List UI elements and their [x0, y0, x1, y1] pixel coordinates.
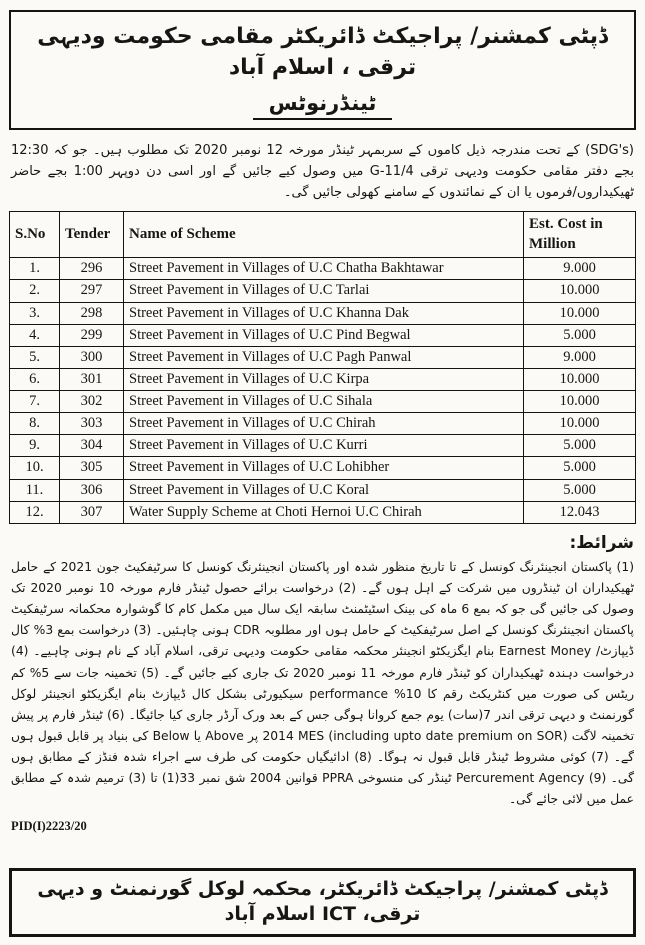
- conditions-text: [11, 557, 634, 811]
- intro-paragraph: (SDG's) کے تحت مندرجہ ذیل کاموں کے سربمہر ٹینڈر مورخہ 12 نومبر 2020 تک مطلوب ہیں۔ جو کہ 12:30 بجے دفتر مقامی حکومت ودیہی ترقی G-11/4 میں وصول کیے جائیں گے اور اسی دن دوپہر 1:00 بجے حاضر ٹھیکیداروں/فرموں یا ان کے نمائندوں کے سامنے کھولی جائیں گی۔: [11, 142, 634, 200]
- cell-tender: 301: [60, 368, 124, 390]
- cell-sno: 4.: [10, 324, 60, 346]
- footer-signature: ڈپٹی کمشنر/ پراجیکٹ ڈائریکٹر، محکمہ لوکل گورنمنٹ و دیہی ترقی، ICT اسلام آباد: [9, 868, 636, 937]
- cell-cost: 9.000: [524, 346, 636, 368]
- condition-item: (9) Percurement Agency ٹینڈر کی منسوخی PPRA قوانین 2004 شق نمبر 33(1) تا (3) ترمیم شدہ کے مطابق عمل میں لائی جائے گی۔: [11, 771, 634, 807]
- cell-tender: 299: [60, 324, 124, 346]
- table-row: [10, 391, 636, 413]
- table-row: [10, 435, 636, 457]
- condition-item: (4) درخواست دہندہ ٹھیکیداران کو ٹینڈر فارم مورخہ 11 نومبر 2020 تک جاری کیے جائیں گے۔: [11, 644, 634, 680]
- pid-number: PID(I)2223/20: [11, 818, 87, 833]
- col-header-sno: S.No: [10, 211, 60, 258]
- table-row: [10, 479, 636, 501]
- cell-tender: 306: [60, 479, 124, 501]
- cell-tender: 305: [60, 457, 124, 479]
- cell-cost: 10.000: [524, 368, 636, 390]
- table-row: [10, 280, 636, 302]
- cell-sno: 9.: [10, 435, 60, 457]
- condition-item: (6) ٹینڈر فارم پر پیش تخمینہ لاگت (including upto date premium on SOR) 2014 MES پر Above یا Below کی بنیاد پر قابل قبول ہوں گے۔: [11, 707, 634, 765]
- cell-tender: 302: [60, 391, 124, 413]
- condition-item: (3) درخواست بمع 3% کال ڈیپازٹ/ Earnest Money بنام ایگزیکٹو انجینئر محکمہ مقامی حکومت ودیہی ترقی، اسلام آباد کے نام ہونی چاہیے۔: [11, 623, 634, 659]
- condition-item: (1) پاکستان انجینئرنگ کونسل کے تا تاریخ منظور شدہ اور پاکستان انجینئرنگ کونسل کا سرٹیفکیٹ جون 2021 کے حامل ٹھیکیداران ان ٹینڈروں میں شرکت کے اہل ہوں گے۔: [11, 559, 634, 595]
- cell-scheme: Street Pavement in Villages of U.C Pind Begwal: [124, 324, 524, 346]
- table-row: [10, 368, 636, 390]
- cell-scheme: Street Pavement in Villages of U.C Chirah: [124, 413, 524, 435]
- notice-title-row: [19, 91, 626, 120]
- cell-sno: 12.: [10, 501, 60, 523]
- cell-scheme: Street Pavement in Villages of U.C Tarlai: [124, 280, 524, 302]
- table-row: [10, 324, 636, 346]
- cell-sno: 11.: [10, 479, 60, 501]
- table-row: [10, 302, 636, 324]
- condition-item: (2) درخواست برائے حصول ٹینڈر فارم مورخہ 10 نومبر 2020 تک وصول کی جائیں گی جو کہ بمع 6 ماہ کی بینک اسٹیٹمنٹ سابقہ ایک سال میں مکمل کام کا گوشوارہ محکمانہ سرٹیفکیٹ پاکستان انجینئرنگ کونسل کے اصل سرٹیفکیٹ کے حامل ہوں اور مطلوبہ CDR ہونی چاہئیں۔: [11, 580, 635, 638]
- table-header-row: [10, 211, 636, 258]
- col-header-cost: Est. Cost in Million: [524, 211, 636, 258]
- cell-cost: 5.000: [524, 435, 636, 457]
- cell-sno: 6.: [10, 368, 60, 390]
- table-row: [10, 413, 636, 435]
- cell-tender: 307: [60, 501, 124, 523]
- cell-scheme: Street Pavement in Villages of U.C Chatha Bakhtawar: [124, 258, 524, 280]
- notice-title: ٹینڈرنوٹس: [253, 91, 393, 120]
- cell-scheme: Street Pavement in Villages of U.C Kurri: [124, 435, 524, 457]
- cell-tender: 303: [60, 413, 124, 435]
- cell-tender: 297: [60, 280, 124, 302]
- cell-tender: 300: [60, 346, 124, 368]
- cell-cost: 12.043: [524, 501, 636, 523]
- table-row: [10, 501, 636, 523]
- cell-scheme: Street Pavement in Villages of U.C Koral: [124, 479, 524, 501]
- cell-cost: 10.000: [524, 391, 636, 413]
- cell-tender: 304: [60, 435, 124, 457]
- cell-sno: 7.: [10, 391, 60, 413]
- col-header-tender: Tender: [60, 211, 124, 258]
- cell-sno: 1.: [10, 258, 60, 280]
- cell-scheme: Street Pavement in Villages of U.C Sihala: [124, 391, 524, 413]
- conditions-heading: شرائط:: [569, 532, 634, 553]
- cell-cost: 9.000: [524, 258, 636, 280]
- col-header-scheme: Name of Scheme: [124, 211, 524, 258]
- condition-item: (5) تخمینہ جات سے 5% کم ریٹس کی صورت میں کنٹریکٹ رقم کا 10% performance سیکیورٹی بشکل کال ڈیپازٹ بنام ایگزیکٹو انجینئر لوکل گورنمنٹ و دیہی ترقی اندر 7(سات) یوم جمع کروانا ہوگی جس کے بعد ورک آرڈر جاری کیا جائیگا۔: [11, 665, 635, 722]
- cell-cost: 10.000: [524, 280, 636, 302]
- scheme-table: [9, 211, 636, 524]
- cell-cost: 5.000: [524, 324, 636, 346]
- cell-tender: 298: [60, 302, 124, 324]
- cell-scheme: Water Supply Scheme at Choti Hernoi U.C Chirah: [124, 501, 524, 523]
- table-row: [10, 457, 636, 479]
- table-row: [10, 258, 636, 280]
- cell-scheme: Street Pavement in Villages of U.C Pagh Panwal: [124, 346, 524, 368]
- cell-tender: 296: [60, 258, 124, 280]
- header: [9, 10, 636, 130]
- scheme-table-body: [10, 258, 636, 524]
- condition-item: (7) کوئی مشروط ٹینڈر قابل قبول نہ ہوگا۔: [371, 750, 609, 765]
- cell-sno: 10.: [10, 457, 60, 479]
- cell-cost: 10.000: [524, 413, 636, 435]
- cell-cost: 5.000: [524, 457, 636, 479]
- cell-cost: 5.000: [524, 479, 636, 501]
- cell-sno: 2.: [10, 280, 60, 302]
- cell-sno: 5.: [10, 346, 60, 368]
- table-row: [10, 346, 636, 368]
- page-title: ڈپٹی کمشنر/ پراجیکٹ ڈائریکٹر مقامی حکومت ودیہی ترقی ، اسلام آباد: [37, 24, 608, 80]
- cell-cost: 10.000: [524, 302, 636, 324]
- cell-sno: 8.: [10, 413, 60, 435]
- cell-scheme: Street Pavement in Villages of U.C Kirpa: [124, 368, 524, 390]
- cell-scheme: Street Pavement in Villages of U.C Khanna Dak: [124, 302, 524, 324]
- cell-sno: 3.: [10, 302, 60, 324]
- cell-scheme: Street Pavement in Villages of U.C Lohibher: [124, 457, 524, 479]
- condition-item: (8) ادائیگیاں حکومت کی طرف سے اجراء شدہ فنڈز کے مطابق ہوں گی۔: [11, 750, 634, 786]
